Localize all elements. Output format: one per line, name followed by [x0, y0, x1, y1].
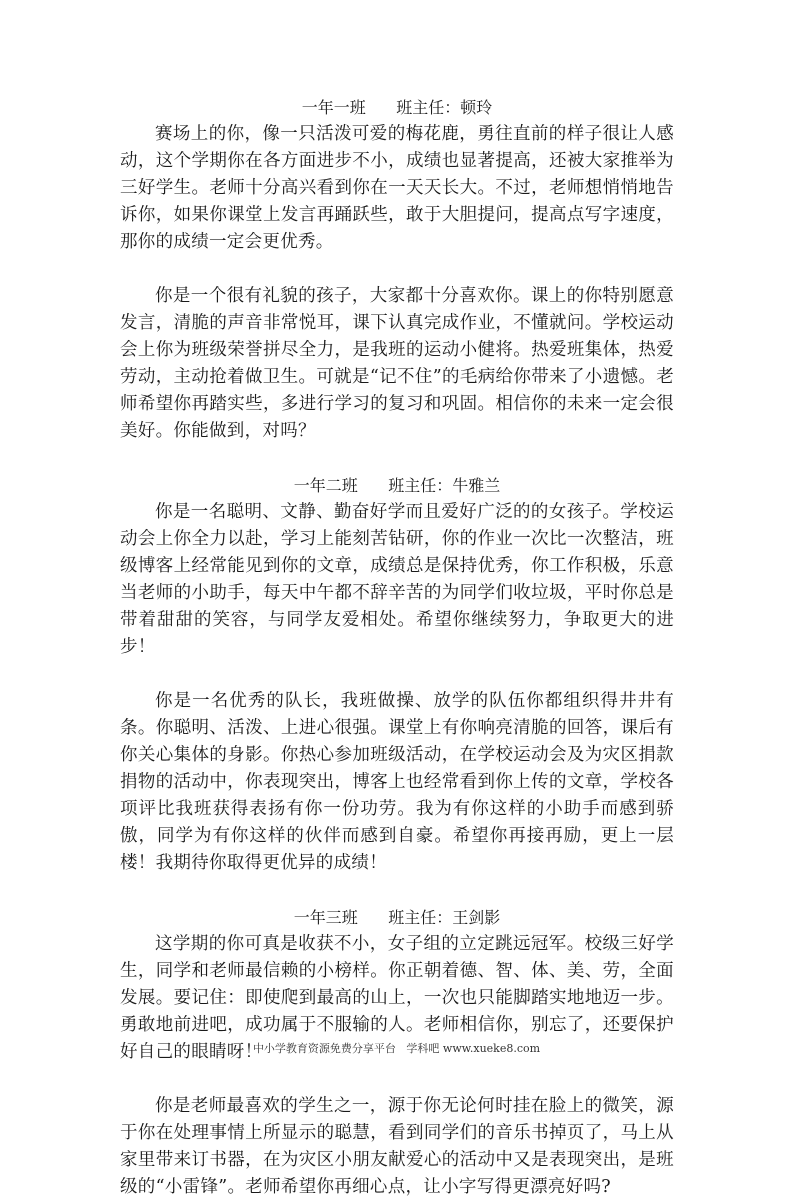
- section-heading: 一年三班 班主任：王剑影: [293, 908, 501, 927]
- spacer: [120, 1066, 674, 1093]
- comment-paragraph: 赛场上的你，像一只活泼可爱的梅花鹿，勇往直前的样子很让人感动，这个学期你在各方面进步不小，成绩也显著提高，还被大家推举为三好学生。老师十分高兴看到你在一天天长大。不过，老师想悄悄地告诉你，如果你课堂上发言再踊跃些，敢于大胆提问，提高点写字速度，那你的成绩一定会更优秀。: [120, 124, 674, 252]
- comment-paragraph: 这学期的你可真是收获不小，女子组的立定跳远冠军。校级三好学生，同学和老师最信赖的小榜样。你正朝着德、智、体、美、劳，全面发展。要记住：即使爬到最高的山上，一次也只能脚踏实地地迈一步。勇敢地前进吧，成功属于不服输的人。老师相信你，别忘了，还要保护好自己的眼睛呀！: [120, 934, 674, 1062]
- spacer: [120, 877, 674, 904]
- comment-paragraph: 你是一个很有礼貌的孩子，大家都十分喜欢你。课上的你特别愿意发言，清脆的声音非常悦耳，课下认真完成作业，不懂就问。学校运动会上你为班级荣誉拼尽全力，是我班的运动小健将。热爱班集体，热爱劳动，主动抢着做卫生。可就是“记不住”的毛病给你带来了小遗憾。老师希望你再踏实些，多进行学习的复习和巩固。相信你的未来一定会很美好。你能做到，对吗？: [120, 286, 674, 441]
- spacer: [120, 445, 674, 472]
- section-class-1: [120, 94, 674, 472]
- section-heading: 一年二班 班主任：牛雅兰: [293, 476, 501, 495]
- spacer: [120, 661, 674, 688]
- page-footer: 中小学教育资源免费分享平台 学科吧 www.xueke8.com: [252, 1042, 541, 1055]
- comment-paragraph: 你是一名优秀的队长，我班做操、放学的队伍你都组织得井井有条。你聪明、活泼、上进心很强。课堂上有你响亮清脆的回答，课后有你关心集体的身影。你热心参加班级活动，在学校运动会及为灾区捐款捐物的活动中，你表现突出，博客上也经常看到你上传的文章，学校各项评比我班获得表扬有你一份功劳。我为有你这样的小助手而感到骄傲，同学为有你这样的伙伴而感到自豪。希望你再接再励，更上一层楼！我期待你取得更优异的成绩！: [120, 691, 674, 873]
- comment-paragraph: 你是一名聪明、文静、勤奋好学而且爱好广泛的的女孩子。学校运动会上你全力以赴，学习上能刻苦钻研，你的作业一次比一次整洁，班级博客上经常能见到你的文章，成绩总是保持优秀，你工作积极，乐意当老师的小助手，每天中午都不辞辛苦的为同学们收垃圾，平时你总是带着甜甜的笑容，与同学友爱相处。希望你继续努力，争取更大的进步！: [120, 502, 674, 657]
- section-heading: 一年一班 班主任：顿玲: [301, 98, 493, 117]
- spacer: [120, 256, 674, 283]
- section-class-2: [120, 472, 674, 904]
- document-page: [120, 94, 674, 1201]
- comment-paragraph: 你是老师最喜欢的学生之一，源于你无论何时挂在脸上的微笑，源于你在处理事情上所显示的聪慧，看到同学们的音乐书掉页了，马上从家里带来订书器，在为灾区小朋友献爱心的活动中又是表现突出，是班级的“小雷锋”。老师希望你再细心点，让小字写得更漂亮好吗?: [120, 1096, 674, 1197]
